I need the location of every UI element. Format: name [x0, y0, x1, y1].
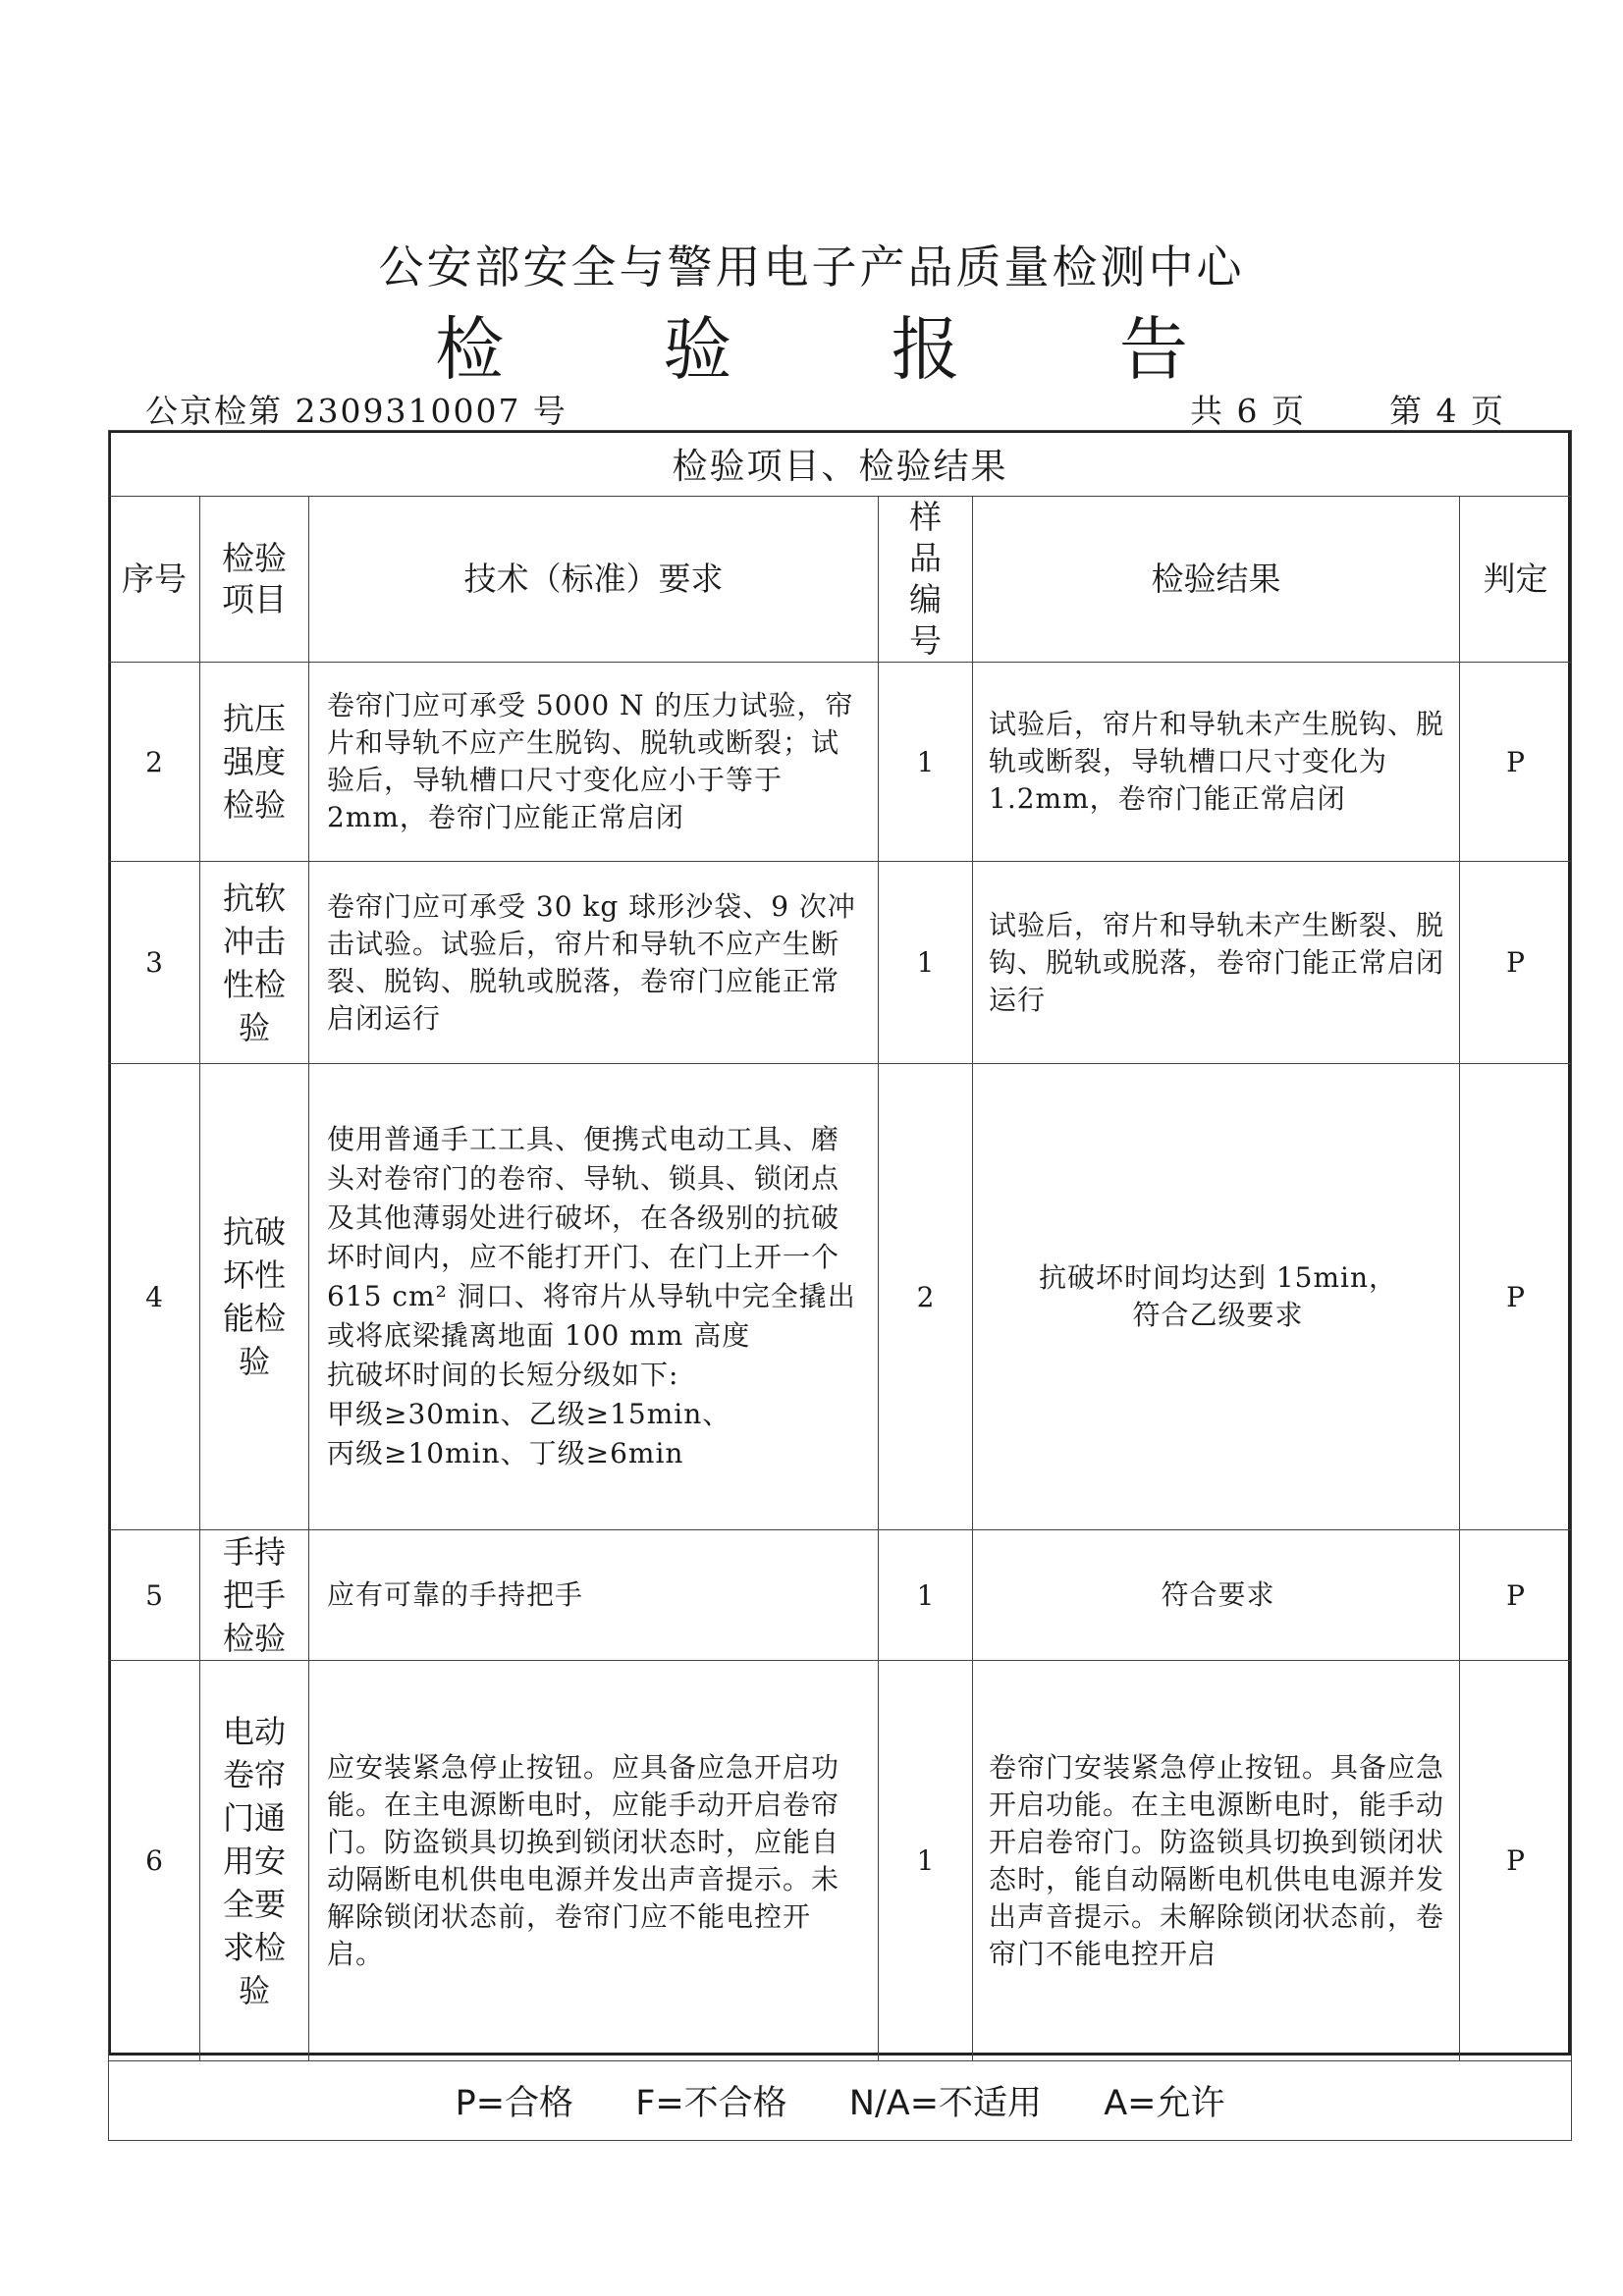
document-title: 检 验 报 告 — [435, 309, 1257, 390]
row-result: 试验后，帘片和导轨未产生脱钩、脱轨或断裂，导轨槽口尺寸变化为 1.2mm，卷帘门能正常启闭 — [973, 663, 1460, 862]
row-sample: 1 — [879, 663, 973, 862]
row-requirement — [309, 1064, 879, 1530]
table-row — [109, 1064, 1572, 1530]
col-header-sample: 样品编号 — [879, 497, 973, 663]
row-result: 试验后，帘片和导轨未产生断裂、脱钩、脱轨或脱落，卷帘门能正常启闭运行 — [973, 862, 1460, 1064]
legend-item: F=不合格 — [635, 2084, 787, 2123]
row-requirement: 应安装紧急停止按钮。应具备应急开启功能。在主电源断电时，应能手动开启卷帘门。防盗锁具切换到锁闭状态时，应能自动隔断电机供电电源并发出声音提示。未解除锁闭状态前，卷帘门应不能电控开启。 — [309, 1661, 879, 2061]
row-seq: 5 — [109, 1530, 200, 1661]
row-verdict: P — [1460, 663, 1572, 862]
row-verdict: P — [1460, 1064, 1572, 1530]
row-seq: 3 — [109, 862, 200, 1064]
requirement-grade-line: 丙级≥10min、丁级≥6min — [327, 1437, 684, 1469]
row-result: 符合要求 — [973, 1530, 1460, 1661]
issuing-organization: 公安部安全与警用电子产品质量检测中心 — [378, 240, 1245, 294]
row-seq: 2 — [109, 663, 200, 862]
table-row — [109, 663, 1572, 862]
col-header-verdict: 判定 — [1460, 497, 1572, 663]
row-sample: 1 — [879, 1661, 973, 2061]
result-line: 符合乙级要求 — [1132, 1299, 1304, 1331]
total-pages: 共 6 页 — [1190, 392, 1307, 430]
table-header-row — [109, 497, 1572, 663]
requirement-grade-intro: 抗破坏时间的长短分级如下: — [327, 1359, 679, 1391]
row-item: 抗压强度检验 — [200, 663, 309, 862]
row-sample: 1 — [879, 1530, 973, 1661]
col-header-item: 检验项目 — [200, 497, 309, 663]
row-result — [973, 1064, 1460, 1530]
row-sample: 1 — [879, 862, 973, 1064]
row-verdict: P — [1460, 1661, 1572, 2061]
table-row — [109, 1530, 1572, 1661]
row-verdict: P — [1460, 862, 1572, 1064]
legend-item: P=合格 — [455, 2084, 574, 2123]
result-line: 抗破坏时间均达到 15min， — [1038, 1261, 1398, 1294]
row-item: 电动卷帘门通用安全要求检验 — [200, 1661, 309, 2061]
current-page: 第 4 页 — [1389, 392, 1505, 430]
inspection-results-table — [108, 430, 1572, 2141]
legend-item: A=允许 — [1104, 2084, 1225, 2123]
requirement-text: 使用普通手工工具、便携式电动工具、磨头对卷帘门的卷帘、导轨、锁具、锁闭点及其他薄弱处进行破坏，在各级别的抗破坏时间内，应不能打开门、在门上开一个 615 cm² 洞口、将帘片从导轨中完全撬出或将底梁撬离地面 100 mm 高度 — [327, 1123, 856, 1352]
row-seq: 4 — [109, 1064, 200, 1530]
row-seq: 6 — [109, 1661, 200, 2061]
row-sample: 2 — [879, 1064, 973, 1530]
table-caption: 检验项目、检验结果 — [109, 431, 1572, 497]
row-result: 卷帘门安装紧急停止按钮。具备应急开启功能。在主电源断电时，能手动开启卷帘门。防盗锁具切换到锁闭状态时，能自动隔断电机供电电源并发出声音提示。未解除锁闭状态前，卷帘门不能电控开启 — [973, 1661, 1460, 2061]
row-item: 抗破坏性能检验 — [200, 1064, 309, 1530]
report-number: 公京检第 2309310007 号 — [145, 392, 568, 430]
legend-item: N/A=不适用 — [848, 2084, 1043, 2123]
requirement-grade-line: 甲级≥30min、乙级≥15min、 — [327, 1398, 731, 1430]
row-requirement: 卷帘门应可承受 5000 N 的压力试验，帘片和导轨不应产生脱钩、脱轨或断裂；试验后，导轨槽口尺寸变化应小于等于 2mm，卷帘门应能正常启闭 — [309, 663, 879, 862]
row-item: 手持把手检验 — [200, 1530, 309, 1661]
col-header-requirement: 技术（标准）要求 — [309, 497, 879, 663]
row-item: 抗软冲击性检验 — [200, 862, 309, 1064]
col-header-result: 检验结果 — [973, 497, 1460, 663]
row-verdict: P — [1460, 1530, 1572, 1661]
col-header-seq: 序号 — [109, 497, 200, 663]
verdict-legend — [109, 2061, 1572, 2141]
table-row — [109, 862, 1572, 1064]
row-requirement: 应有可靠的手持把手 — [309, 1530, 879, 1661]
page-indicator — [1190, 386, 1505, 432]
table-row — [109, 1661, 1572, 2061]
row-requirement: 卷帘门应可承受 30 kg 球形沙袋、9 次冲击试验。试验后，帘片和导轨不应产生断裂、脱钩、脱轨或脱落，卷帘门应能正常启闭运行 — [309, 862, 879, 1064]
